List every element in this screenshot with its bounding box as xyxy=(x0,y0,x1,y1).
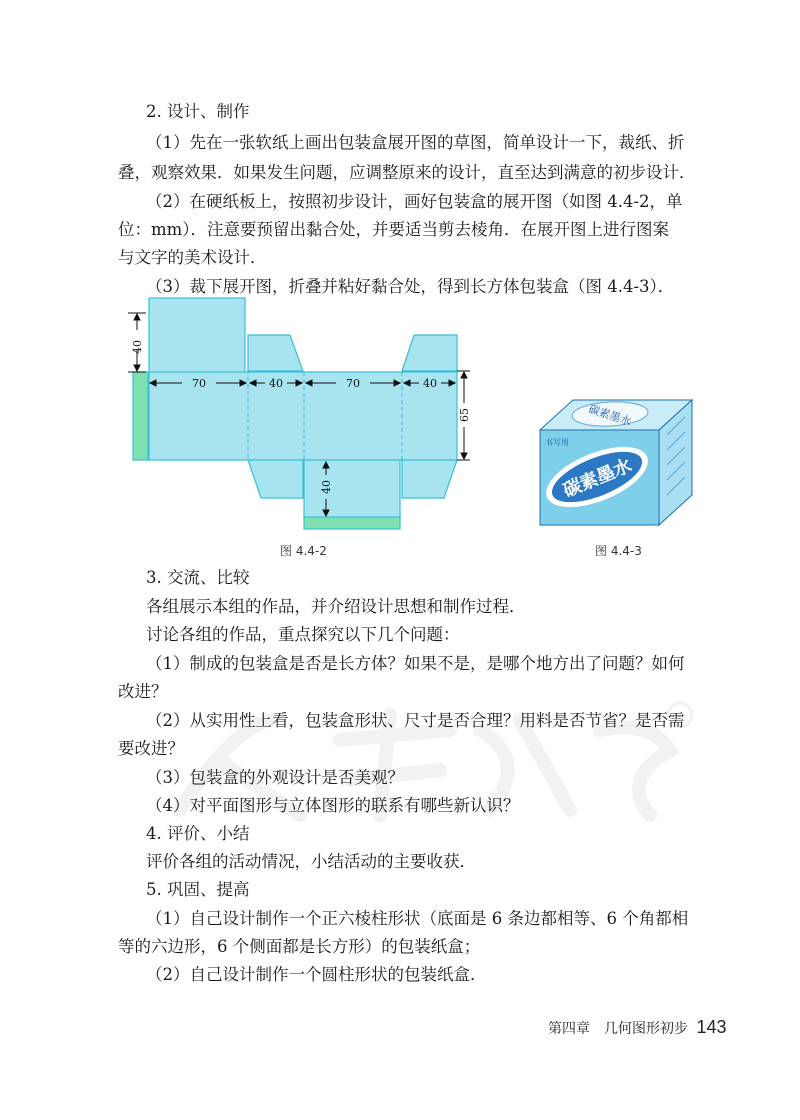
paragraph-2-1-line2: 叠，观察效果．如果发生问题，应调整原来的设计，直至达到满意的初步设计． xyxy=(118,163,696,182)
top-flap-2 xyxy=(402,335,457,371)
glue-flap-bottom xyxy=(304,517,400,529)
box-front-brand: 碳素墨水 xyxy=(560,455,635,502)
figure-4-4-3-caption: 图 4.4-3 xyxy=(595,544,642,558)
question-1-line2: 改进？ xyxy=(118,682,168,701)
page-number: 143 xyxy=(696,1017,727,1037)
dim-width-c: 70 xyxy=(346,377,360,390)
section-3-heading: 3. 交流、比较 xyxy=(146,568,250,587)
dim-height: 65 xyxy=(458,408,471,422)
figure-4-4-2-caption: 图 4.4-2 xyxy=(280,544,327,558)
chapter-title: 第四章 几何图形初步 xyxy=(548,1021,688,1037)
dim-top-height: 40 xyxy=(131,340,144,354)
glue-flap-left xyxy=(133,372,148,460)
section-3-line2: 讨论各组的作品，重点探究以下几个问题： xyxy=(146,625,460,644)
section-4-heading: 4. 评价、小结 xyxy=(146,824,250,843)
paragraph-2-2-line3: 与文字的美术设计． xyxy=(118,248,267,267)
section-3-line1: 各组展示本组的作品，并介绍设计思想和制作过程． xyxy=(146,597,526,616)
dim-width-d: 40 xyxy=(423,377,437,390)
bottom-flap-1 xyxy=(248,460,303,498)
paragraph-2-2-line2: 位：mm）．注意要预留出黏合处，并要适当剪去棱角．在展开图上进行图案 xyxy=(118,220,670,239)
question-2-line2: 要改进？ xyxy=(118,739,184,758)
paragraph-2-3-line1: （3）裁下展开图，折叠并粘好黏合处，得到长方体包装盒（图 4.4-3）． xyxy=(146,277,675,296)
dim-bottom-height: 40 xyxy=(320,480,333,494)
section-5-p1-line2: 等的六边形，6 个侧面都是长方形）的包装纸盒； xyxy=(118,937,481,956)
section-5-p1-line1: （1）自己设计制作一个正六棱柱形状（底面是 6 条边都相等、6 个角都相 xyxy=(146,909,689,928)
bottom-flap-2 xyxy=(402,460,457,498)
paragraph-2-1-line1: （1）先在一张软纸上画出包装盒展开图的草图，简单设计一下，裁纸、折 xyxy=(146,133,685,152)
paragraph-2-2-line1: （2）在硬纸板上，按照初步设计，画好包装盒的展开图（如图 4.4-2，单 xyxy=(146,192,683,211)
section-2-heading: 2. 设计、制作 xyxy=(146,102,250,121)
section-5-heading: 5. 巩固、提高 xyxy=(146,880,250,899)
section-4-line1: 评价各组的活动情况，小结活动的主要收获． xyxy=(146,852,476,871)
dim-width-b: 40 xyxy=(269,377,283,390)
top-flap-1 xyxy=(248,335,303,371)
box-top-brand: 碳素墨水 xyxy=(586,402,633,429)
question-1-line1: （1）制成的包装盒是否是长方体？如果不是，是哪个地方出了问题？如何 xyxy=(146,654,685,673)
top-lid xyxy=(149,298,245,373)
section-5-p2: （2）自己设计制作一个圆柱形状的包装纸盒． xyxy=(146,965,487,984)
ink-box-figure xyxy=(535,395,695,530)
question-2-line1: （2）从实用性上看，包装盒形状、尺寸是否合理？用料是否节省？是否需 xyxy=(146,711,685,730)
question-4: （4）对平面图形与立体图形的联系有哪些新认识？ xyxy=(146,796,520,815)
bottom-lid xyxy=(304,460,400,519)
box-net-figure xyxy=(120,295,490,540)
dim-width-a: 70 xyxy=(192,377,206,390)
question-3: （3）包装盒的外观设计是否美观？ xyxy=(146,768,404,787)
page-footer xyxy=(548,1017,727,1038)
box-front-label: 书写用 xyxy=(545,438,569,447)
